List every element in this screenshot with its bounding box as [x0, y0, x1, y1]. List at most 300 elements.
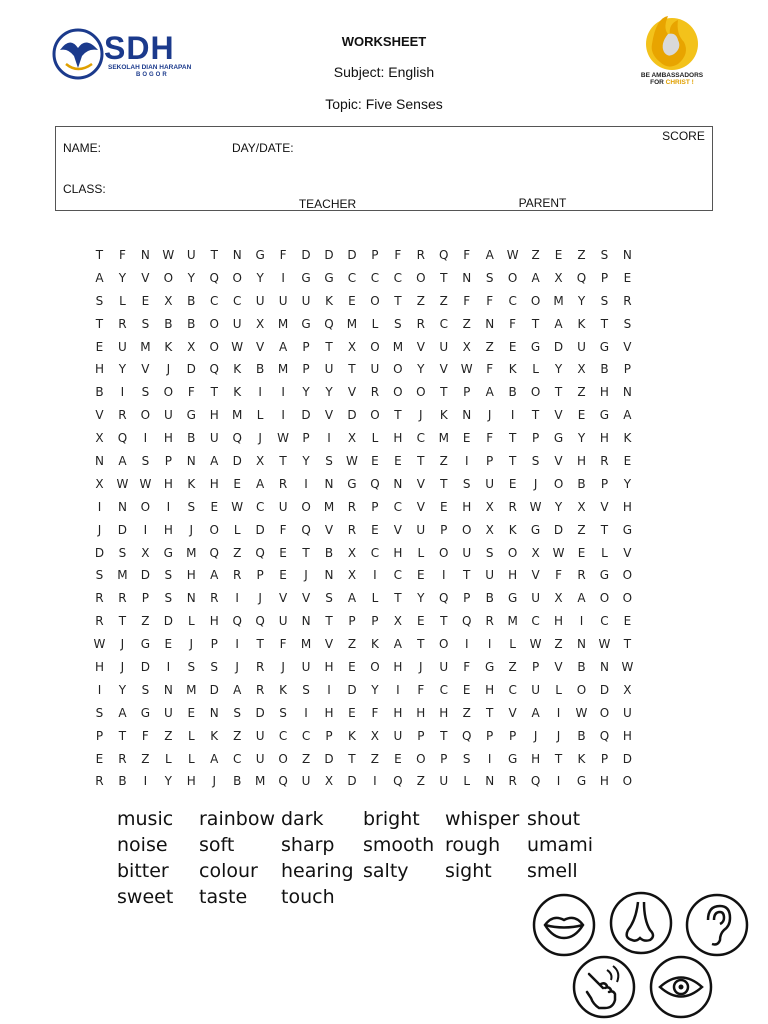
grid-letter[interactable]: O	[140, 499, 151, 514]
grid-letter[interactable]: L	[509, 637, 516, 652]
grid-letter[interactable]: U	[531, 591, 540, 606]
grid-letter[interactable]: L	[187, 728, 195, 743]
grid-letter[interactable]: K	[623, 431, 632, 446]
grid-letter[interactable]: Y	[417, 362, 425, 377]
grid-letter[interactable]: Z	[439, 454, 448, 469]
grid-letter[interactable]: K	[370, 637, 379, 652]
grid-letter[interactable]: J	[533, 728, 538, 743]
grid-letter[interactable]: Q	[232, 431, 242, 446]
grid-letter[interactable]: T	[394, 408, 402, 423]
grid-letter[interactable]: H	[209, 476, 219, 491]
grid-letter[interactable]: G	[255, 248, 265, 262]
grid-letter[interactable]: A	[485, 385, 494, 400]
grid-letter[interactable]: P	[302, 339, 310, 354]
grid-letter[interactable]: O	[599, 591, 610, 606]
grid-letter[interactable]: A	[210, 454, 219, 469]
grid-letter[interactable]: C	[278, 728, 288, 743]
grid-letter[interactable]: M	[438, 431, 449, 446]
grid-letter[interactable]: T	[600, 316, 609, 331]
grid-letter[interactable]: V	[416, 499, 425, 514]
grid-letter[interactable]: U	[393, 728, 403, 743]
grid-letter[interactable]: G	[599, 568, 610, 583]
grid-letter[interactable]: B	[600, 362, 609, 377]
grid-letter[interactable]: P	[210, 637, 218, 652]
grid-letter[interactable]: T	[417, 454, 425, 469]
grid-letter[interactable]: D	[324, 751, 334, 766]
grid-letter[interactable]: I	[556, 705, 561, 720]
grid-letter[interactable]: D	[232, 454, 242, 469]
grid-letter[interactable]: R	[255, 682, 265, 697]
grid-letter[interactable]: N	[599, 660, 609, 675]
grid-letter[interactable]: M	[186, 682, 197, 697]
grid-letter[interactable]: J	[556, 728, 561, 743]
grid-letter[interactable]: O	[507, 270, 518, 285]
grid-letter[interactable]: D	[347, 774, 357, 789]
grid-letter[interactable]: O	[416, 751, 426, 766]
grid-letter[interactable]: S	[531, 454, 540, 469]
grid-letter[interactable]: O	[439, 637, 449, 652]
grid-letter[interactable]: U	[163, 408, 173, 423]
grid-letter[interactable]: C	[210, 293, 219, 308]
grid-letter[interactable]: F	[371, 705, 379, 720]
grid-letter[interactable]: W	[346, 454, 358, 469]
grid-letter[interactable]: J	[166, 362, 171, 377]
grid-letter[interactable]: Q	[301, 522, 311, 537]
grid-letter[interactable]: I	[281, 408, 285, 423]
grid-letter[interactable]: A	[554, 316, 563, 331]
grid-letter[interactable]: U	[439, 660, 449, 675]
grid-letter[interactable]: G	[485, 660, 495, 675]
grid-letter[interactable]: S	[325, 591, 333, 606]
grid-letter[interactable]: L	[371, 591, 379, 606]
grid-letter[interactable]: X	[347, 545, 357, 560]
grid-letter[interactable]: P	[95, 728, 104, 743]
grid-letter[interactable]: D	[301, 248, 311, 262]
grid-letter[interactable]: J	[212, 774, 217, 789]
grid-letter[interactable]: Z	[233, 728, 242, 743]
grid-letter[interactable]: U	[439, 339, 449, 354]
grid-letter[interactable]: F	[463, 660, 471, 675]
grid-letter[interactable]: Q	[209, 270, 219, 285]
grid-letter[interactable]: F	[486, 293, 494, 308]
grid-letter[interactable]: P	[164, 454, 172, 469]
grid-letter[interactable]: V	[141, 362, 150, 377]
grid-letter[interactable]: L	[463, 774, 471, 789]
grid-letter[interactable]: C	[393, 270, 403, 285]
grid-letter[interactable]: C	[393, 499, 403, 514]
grid-letter[interactable]: F	[486, 362, 494, 377]
grid-letter[interactable]: W	[506, 248, 519, 262]
grid-letter[interactable]: K	[233, 385, 242, 400]
grid-letter[interactable]: W	[277, 431, 290, 446]
grid-letter[interactable]: R	[600, 454, 609, 469]
grid-letter[interactable]: C	[439, 316, 448, 331]
grid-letter[interactable]: N	[622, 385, 632, 400]
grid-letter[interactable]: T	[118, 614, 127, 629]
grid-letter[interactable]: W	[598, 637, 611, 652]
grid-letter[interactable]: X	[347, 431, 357, 446]
grid-letter[interactable]: T	[210, 248, 218, 262]
grid-letter[interactable]: Z	[347, 637, 357, 652]
grid-letter[interactable]: N	[94, 454, 104, 469]
grid-letter[interactable]: V	[600, 499, 609, 514]
grid-letter[interactable]: C	[439, 682, 448, 697]
grid-letter[interactable]: X	[370, 728, 380, 743]
grid-letter[interactable]: D	[140, 660, 150, 675]
grid-letter[interactable]: Z	[462, 705, 471, 720]
grid-letter[interactable]: V	[531, 568, 540, 583]
grid-letter[interactable]: R	[508, 774, 517, 789]
grid-letter[interactable]: I	[235, 591, 239, 606]
grid-letter[interactable]: X	[554, 591, 563, 606]
grid-letter[interactable]: C	[301, 728, 311, 743]
grid-letter[interactable]: A	[393, 637, 402, 652]
grid-letter[interactable]: B	[164, 316, 173, 331]
grid-letter[interactable]: H	[94, 660, 104, 675]
grid-letter[interactable]: A	[347, 591, 357, 606]
grid-letter[interactable]: I	[464, 454, 469, 469]
grid-letter[interactable]: J	[120, 637, 125, 652]
grid-letter[interactable]: Y	[554, 499, 563, 514]
grid-letter[interactable]: K	[233, 362, 242, 377]
grid-letter[interactable]: X	[623, 682, 632, 697]
grid-letter[interactable]: R	[508, 499, 517, 514]
grid-letter[interactable]: K	[508, 362, 517, 377]
grid-letter[interactable]: W	[93, 637, 106, 652]
grid-letter[interactable]: W	[231, 499, 244, 514]
grid-letter[interactable]: D	[622, 751, 633, 766]
grid-letter[interactable]: F	[118, 248, 126, 262]
grid-letter[interactable]: E	[577, 408, 586, 423]
grid-letter[interactable]: V	[95, 408, 104, 423]
grid-letter[interactable]: F	[279, 637, 287, 652]
grid-letter[interactable]: T	[508, 454, 517, 469]
grid-letter[interactable]: V	[554, 454, 563, 469]
grid-letter[interactable]: G	[507, 591, 518, 606]
grid-letter[interactable]: R	[623, 293, 632, 308]
grid-letter[interactable]: W	[575, 705, 588, 720]
grid-letter[interactable]: D	[209, 682, 219, 697]
grid-letter[interactable]: H	[393, 660, 403, 675]
grid-letter[interactable]: S	[141, 316, 150, 331]
grid-letter[interactable]: B	[95, 385, 104, 400]
grid-letter[interactable]: G	[186, 408, 196, 423]
grid-letter[interactable]: V	[554, 660, 563, 675]
grid-letter[interactable]: G	[301, 270, 311, 285]
grid-letter[interactable]: U	[485, 568, 495, 583]
grid-letter[interactable]: M	[392, 339, 404, 354]
grid-letter[interactable]: V	[623, 339, 632, 354]
grid-letter[interactable]: H	[416, 705, 426, 720]
grid-letter[interactable]: T	[600, 522, 609, 537]
grid-letter[interactable]: L	[555, 682, 562, 697]
grid-letter[interactable]: T	[348, 362, 356, 377]
grid-letter[interactable]: V	[278, 591, 288, 606]
grid-letter[interactable]: H	[324, 705, 334, 720]
grid-letter[interactable]: D	[94, 545, 105, 560]
grid-letter[interactable]: P	[348, 614, 356, 629]
grid-letter[interactable]: I	[281, 385, 285, 400]
grid-letter[interactable]: M	[300, 637, 312, 652]
grid-letter[interactable]: I	[510, 408, 515, 423]
grid-letter[interactable]: O	[393, 385, 403, 400]
grid-letter[interactable]: U	[485, 476, 495, 491]
grid-letter[interactable]: S	[187, 499, 196, 514]
grid-letter[interactable]: V	[324, 408, 334, 423]
grid-letter[interactable]: P	[417, 728, 425, 743]
grid-letter[interactable]: H	[599, 774, 609, 789]
name-field[interactable]	[56, 127, 225, 168]
grid-letter[interactable]: O	[599, 705, 610, 720]
grid-letter[interactable]: R	[416, 248, 425, 262]
grid-letter[interactable]: U	[439, 774, 449, 789]
grid-letter[interactable]: I	[464, 637, 469, 652]
grid-letter[interactable]: L	[601, 545, 608, 560]
grid-letter[interactable]: E	[554, 248, 563, 262]
grid-letter[interactable]: F	[187, 385, 195, 400]
grid-letter[interactable]: N	[577, 637, 586, 652]
grid-letter[interactable]: X	[324, 774, 334, 789]
grid-letter[interactable]: O	[576, 682, 587, 697]
grid-letter[interactable]: N	[232, 248, 242, 262]
grid-letter[interactable]: N	[140, 248, 150, 262]
grid-letter[interactable]: S	[325, 454, 333, 469]
grid-letter[interactable]: E	[233, 476, 241, 491]
grid-letter[interactable]: S	[279, 705, 287, 720]
grid-letter[interactable]: Z	[233, 545, 242, 560]
grid-letter[interactable]: T	[325, 339, 333, 354]
grid-letter[interactable]: Z	[164, 728, 173, 743]
grid-letter[interactable]: J	[97, 522, 102, 537]
grid-letter[interactable]: Y	[187, 270, 195, 285]
grid-letter[interactable]: X	[462, 339, 471, 354]
grid-letter[interactable]: J	[258, 431, 262, 446]
grid-letter[interactable]: O	[370, 660, 380, 675]
grid-letter[interactable]: E	[187, 705, 196, 720]
grid-letter[interactable]: D	[186, 362, 196, 377]
grid-letter[interactable]: N	[186, 591, 196, 606]
grid-letter[interactable]: R	[278, 476, 288, 491]
grid-letter[interactable]: I	[556, 774, 561, 789]
grid-letter[interactable]: U	[370, 362, 380, 377]
grid-letter[interactable]: D	[347, 408, 357, 423]
grid-letter[interactable]: O	[140, 408, 151, 423]
grid-letter[interactable]: D	[347, 248, 357, 262]
grid-letter[interactable]: J	[120, 660, 125, 675]
grid-letter[interactable]: O	[370, 293, 380, 308]
grid-letter[interactable]: X	[485, 499, 494, 514]
grid-letter[interactable]: F	[509, 316, 517, 331]
grid-letter[interactable]: M	[277, 362, 289, 377]
grid-letter[interactable]: Y	[302, 454, 310, 469]
grid-letter[interactable]: Y	[577, 431, 586, 446]
grid-letter[interactable]: T	[417, 637, 425, 652]
grid-letter[interactable]: P	[440, 751, 448, 766]
grid-letter[interactable]: H	[209, 408, 219, 423]
grid-letter[interactable]: O	[393, 362, 403, 377]
grid-letter[interactable]: T	[463, 568, 471, 583]
grid-letter[interactable]: J	[419, 408, 423, 423]
grid-letter[interactable]: L	[256, 408, 264, 423]
grid-letter[interactable]: E	[508, 339, 517, 354]
grid-letter[interactable]: V	[416, 339, 425, 354]
grid-letter[interactable]: T	[440, 728, 448, 743]
grid-letter[interactable]: J	[487, 408, 492, 423]
grid-letter[interactable]: W	[460, 362, 473, 377]
grid-letter[interactable]: U	[462, 545, 472, 560]
grid-letter[interactable]: G	[622, 522, 633, 537]
grid-letter[interactable]: G	[347, 476, 357, 491]
grid-letter[interactable]: F	[279, 522, 287, 537]
grid-letter[interactable]: F	[394, 248, 402, 262]
grid-letter[interactable]: Z	[554, 637, 563, 652]
grid-letter[interactable]: M	[323, 499, 335, 514]
grid-letter[interactable]: M	[254, 774, 266, 789]
grid-letter[interactable]: I	[258, 385, 262, 400]
grid-letter[interactable]: I	[327, 431, 331, 446]
grid-letter[interactable]: R	[118, 751, 127, 766]
grid-letter[interactable]: B	[577, 476, 586, 491]
grid-letter[interactable]: P	[600, 476, 609, 491]
grid-letter[interactable]: T	[325, 614, 333, 629]
grid-letter[interactable]: U	[278, 293, 288, 308]
grid-letter[interactable]: E	[623, 454, 632, 469]
grid-letter[interactable]: S	[164, 591, 173, 606]
grid-letter[interactable]: H	[393, 431, 403, 446]
grid-letter[interactable]: T	[302, 545, 310, 560]
grid-letter[interactable]: P	[509, 728, 517, 743]
score-field[interactable]	[655, 127, 712, 210]
grid-letter[interactable]: U	[577, 339, 586, 354]
grid-letter[interactable]: Y	[118, 682, 127, 697]
grid-letter[interactable]: S	[485, 545, 494, 560]
grid-letter[interactable]: F	[141, 728, 149, 743]
grid-letter[interactable]: Z	[577, 248, 586, 262]
grid-letter[interactable]: H	[622, 728, 632, 743]
grid-letter[interactable]: O	[163, 385, 174, 400]
grid-letter[interactable]: W	[529, 499, 542, 514]
grid-letter[interactable]: K	[187, 476, 196, 491]
grid-letter[interactable]: S	[95, 293, 104, 308]
grid-letter[interactable]: I	[373, 568, 377, 583]
grid-letter[interactable]: G	[530, 522, 541, 537]
grid-letter[interactable]: N	[462, 408, 472, 423]
grid-letter[interactable]: C	[531, 614, 540, 629]
grid-letter[interactable]: Y	[623, 476, 632, 491]
grid-letter[interactable]: M	[277, 316, 289, 331]
grid-letter[interactable]: E	[462, 431, 471, 446]
grid-letter[interactable]: J	[533, 476, 538, 491]
grid-letter[interactable]: E	[417, 568, 425, 583]
grid-letter[interactable]: V	[623, 545, 632, 560]
grid-letter[interactable]: N	[324, 476, 334, 491]
grid-letter[interactable]: U	[232, 316, 242, 331]
grid-letter[interactable]: U	[531, 682, 540, 697]
grid-letter[interactable]: V	[508, 705, 517, 720]
grid-letter[interactable]: Q	[576, 270, 587, 285]
grid-letter[interactable]: A	[623, 408, 632, 423]
grid-letter[interactable]: C	[370, 545, 380, 560]
grid-letter[interactable]: I	[166, 499, 171, 514]
grid-letter[interactable]: R	[95, 614, 104, 629]
grid-letter[interactable]: A	[531, 270, 540, 285]
grid-letter[interactable]: U	[623, 705, 632, 720]
grid-letter[interactable]: I	[579, 614, 584, 629]
grid-letter[interactable]: L	[233, 522, 241, 537]
grid-letter[interactable]: I	[304, 476, 308, 491]
grid-letter[interactable]: D	[599, 682, 610, 697]
grid-letter[interactable]: T	[256, 637, 264, 652]
grid-letter[interactable]: V	[324, 637, 334, 652]
grid-letter[interactable]: W	[231, 339, 244, 354]
grid-letter[interactable]: O	[530, 385, 541, 400]
grid-letter[interactable]: H	[576, 454, 586, 469]
grid-letter[interactable]: D	[255, 522, 265, 537]
grid-letter[interactable]: U	[416, 522, 426, 537]
grid-letter[interactable]: S	[164, 568, 173, 583]
grid-letter[interactable]: Q	[462, 728, 472, 743]
grid-letter[interactable]: U	[301, 660, 311, 675]
grid-letter[interactable]: T	[279, 454, 287, 469]
grid-letter[interactable]: H	[324, 660, 334, 675]
grid-letter[interactable]: C	[508, 682, 517, 697]
grid-letter[interactable]: R	[118, 316, 127, 331]
grid-letter[interactable]: Y	[417, 591, 425, 606]
grid-letter[interactable]: B	[577, 660, 586, 675]
grid-letter[interactable]: J	[281, 660, 285, 675]
grid-letter[interactable]: E	[439, 499, 448, 514]
day-date-field[interactable]	[225, 127, 655, 168]
grid-letter[interactable]: H	[186, 774, 196, 789]
grid-letter[interactable]: J	[419, 660, 423, 675]
grid-letter[interactable]: R	[577, 568, 586, 583]
grid-letter[interactable]: S	[623, 316, 632, 331]
grid-letter[interactable]: I	[97, 499, 102, 514]
grid-letter[interactable]: U	[301, 774, 311, 789]
grid-letter[interactable]: S	[600, 293, 609, 308]
grid-letter[interactable]: X	[347, 568, 357, 583]
grid-letter[interactable]: I	[97, 682, 102, 697]
grid-letter[interactable]: I	[143, 774, 148, 789]
teacher-signature-field[interactable]	[225, 168, 430, 210]
grid-letter[interactable]: T	[486, 705, 494, 720]
grid-letter[interactable]: E	[95, 339, 104, 354]
grid-letter[interactable]: P	[463, 591, 471, 606]
grid-letter[interactable]: S	[187, 660, 196, 675]
grid-letter[interactable]: D	[163, 614, 173, 629]
grid-letter[interactable]: S	[485, 270, 494, 285]
grid-letter[interactable]: V	[347, 385, 357, 400]
grid-letter[interactable]: H	[599, 431, 609, 446]
grid-letter[interactable]: N	[622, 248, 632, 262]
grid-letter[interactable]: P	[531, 660, 540, 675]
grid-letter[interactable]: E	[417, 614, 425, 629]
grid-letter[interactable]: T	[531, 316, 540, 331]
grid-letter[interactable]: K	[508, 522, 517, 537]
grid-letter[interactable]: A	[118, 705, 127, 720]
grid-letter[interactable]: K	[325, 293, 333, 308]
grid-letter[interactable]: Q	[462, 614, 472, 629]
grid-letter[interactable]: Q	[324, 316, 334, 331]
grid-letter[interactable]: F	[463, 293, 471, 308]
grid-letter[interactable]: N	[209, 705, 219, 720]
grid-letter[interactable]: I	[120, 385, 125, 400]
grid-letter[interactable]: G	[324, 270, 334, 285]
grid-letter[interactable]: X	[531, 545, 540, 560]
grid-letter[interactable]: Z	[485, 339, 494, 354]
grid-letter[interactable]: H	[508, 568, 518, 583]
grid-letter[interactable]: R	[347, 522, 357, 537]
